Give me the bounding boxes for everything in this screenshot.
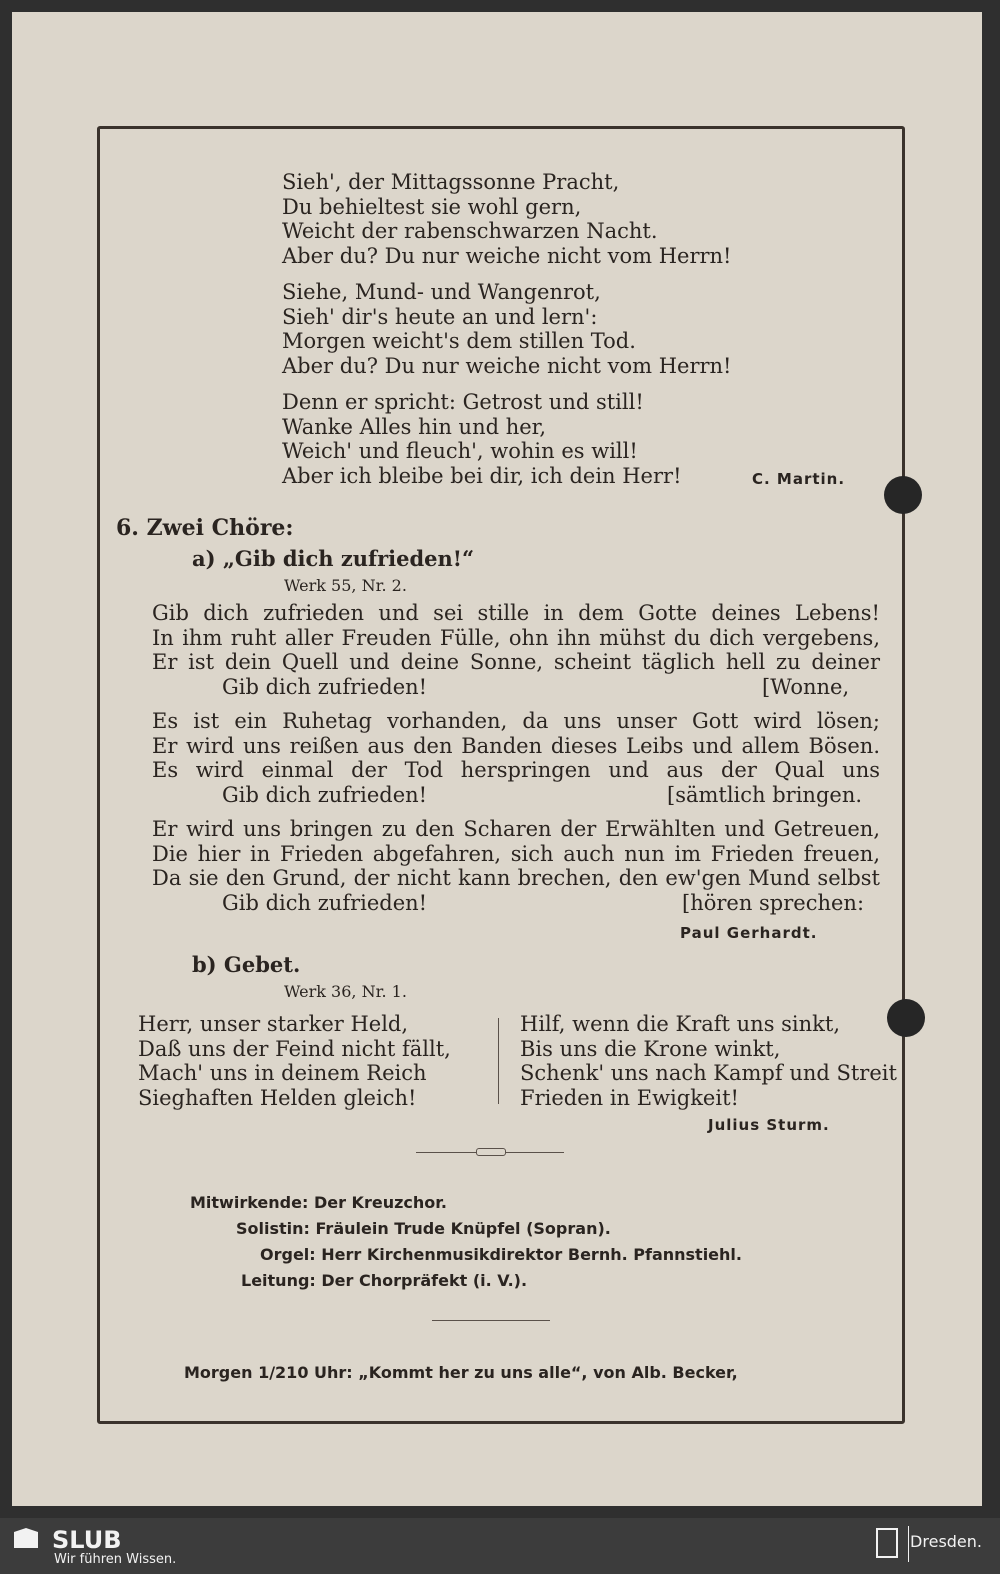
poem-1-author: C. Martin. [752, 470, 846, 488]
text-line: Gib dich zufrieden und sei stille in dem Gotte deines Lebens! [152, 601, 880, 625]
poem-line: Frieden in Ewigkeit! [520, 1085, 739, 1110]
poem-stanza [282, 170, 731, 268]
text-line: Er ist dein Quell und deine Sonne, scheint täglich hell zu deiner [152, 650, 880, 674]
text-line: Es ist ein Ruhetag vorhanden, da uns unser Gott wird lösen; [152, 709, 880, 733]
refrain-row [152, 783, 880, 808]
poem-line: Weicht der rabenschwarzen Nacht. [282, 219, 658, 243]
refrain: Gib dich zufrieden! [222, 674, 428, 699]
credit-value: Der Chorpräfekt (i. V.). [321, 1271, 528, 1290]
poem-line: Daß uns der Feind nicht fällt, [138, 1036, 451, 1061]
choir-a-title: a) „Gib dich zufrieden!“ [192, 546, 475, 571]
poem-line: Schenk' uns nach Kampf und Streit [520, 1061, 897, 1085]
credit-row [236, 1216, 611, 1242]
poem-line: Siehe, Mund- und Wangenrot, [282, 280, 601, 304]
poem-line: Weich' und fleuch', wohin es will! [282, 439, 638, 463]
choir-stanza [152, 709, 880, 807]
credit-value: Der Kreuzchor. [313, 1193, 447, 1212]
credit-value: Herr Kirchenmusikdirektor Bernh. Pfannstiehl. [321, 1245, 742, 1264]
dresden-logo[interactable]: Dresden. [910, 1532, 982, 1551]
refrain: Gib dich zufrieden! [222, 890, 428, 915]
refrain: Gib dich zufrieden! [222, 782, 428, 807]
footer-divider [908, 1526, 909, 1562]
choir-b-left-column [138, 1012, 451, 1110]
text-line: Er wird uns reißen aus den Banden dieses Leibs und allem Bösen. [152, 733, 880, 758]
text-line: Er wird uns bringen zu den Scharen der Erwählten und Getreuen, [152, 817, 880, 841]
poem-line: Sieh' dir's heute an und lern': [282, 304, 598, 329]
credit-label: Mitwirkende: [190, 1193, 309, 1212]
poem-line: Du behieltest sie wohl gern, [282, 194, 582, 219]
credit-row [241, 1268, 527, 1294]
choir-b-opus: Werk 36, Nr. 1. [284, 982, 407, 1001]
slub-book-icon [14, 1528, 38, 1548]
text-line: Da sie den Grund, der nicht kann brechen, den ew'gen Mund selbst [152, 866, 880, 890]
poem-line: Aber du? Du nur weiche nicht vom Herrn! [282, 353, 732, 378]
footer-bar [0, 1518, 1000, 1574]
poem-line: Sieghaften Helden gleich! [138, 1085, 417, 1110]
poem-line: Hilf, wenn die Kraft uns sinkt, [520, 1012, 841, 1036]
choir-a-opus: Werk 55, Nr. 2. [284, 576, 407, 595]
choir-a-author: Paul Gerhardt. [680, 924, 818, 942]
column-divider [498, 1018, 499, 1104]
poem-stanza [282, 390, 731, 488]
choir-stanza [152, 601, 880, 699]
punch-hole [884, 476, 922, 514]
refrain-row [152, 891, 880, 916]
slub-logo[interactable]: SLUB [52, 1526, 122, 1554]
text-line: Die hier in Frieden abgefahren, sich auch nun im Frieden freuen, [152, 841, 880, 866]
credit-label: Orgel: [260, 1245, 316, 1264]
dresden-crest-icon [876, 1528, 898, 1558]
section-heading: 6. Zwei Chöre: [116, 515, 294, 541]
poem-line: Aber du? Du nur weiche nicht vom Herrn! [282, 243, 732, 268]
poem-line: Mach' uns in deinem Reich [138, 1061, 427, 1085]
short-rule [432, 1320, 550, 1321]
poem-line: Herr, unser starker Held, [138, 1012, 409, 1036]
text-line: In ihm ruht aller Freuden Fülle, ohn ihn mühst du dich vergebens, [152, 625, 880, 650]
choir-b-right-column [520, 1012, 897, 1110]
credit-label: Leitung: [241, 1271, 316, 1290]
poem-line: Sieh', der Mittagssonne Pracht, [282, 170, 620, 194]
carry-over: [hören sprechen: [682, 890, 865, 915]
poem-1 [282, 170, 731, 500]
text-line: Es wird einmal der Tod herspringen und aus der Qual uns [152, 758, 880, 782]
poem-line: Aber ich bleibe bei dir, ich dein Herr! [282, 463, 682, 488]
poem-stanza [282, 280, 731, 378]
ornament-center [476, 1148, 506, 1156]
credit-row [260, 1242, 742, 1268]
poem-line: Bis uns die Krone winkt, [520, 1036, 781, 1061]
poem-line: Morgen weicht's dem stillen Tod. [282, 329, 636, 353]
poem-line: Wanke Alles hin und her, [282, 414, 547, 439]
choir-b-title: b) Gebet. [192, 952, 301, 977]
slub-tagline: Wir führen Wissen. [54, 1552, 177, 1567]
credit-row [190, 1190, 447, 1216]
choir-a-text [152, 601, 880, 927]
choir-stanza [152, 817, 880, 915]
carry-over: [Wonne, [762, 674, 850, 699]
credit-value: Fräulein Trude Knüpfel (Sopran). [315, 1219, 611, 1238]
carry-over: [sämtlich bringen. [667, 782, 863, 807]
credit-label: Solistin: [236, 1219, 310, 1238]
announcement: Morgen 1/210 Uhr: „Kommt her zu uns alle“, von Alb. Becker, [184, 1363, 738, 1382]
choir-b-author: Julius Sturm. [708, 1116, 830, 1134]
refrain-row [152, 675, 880, 700]
poem-line: Denn er spricht: Getrost und still! [282, 390, 644, 414]
